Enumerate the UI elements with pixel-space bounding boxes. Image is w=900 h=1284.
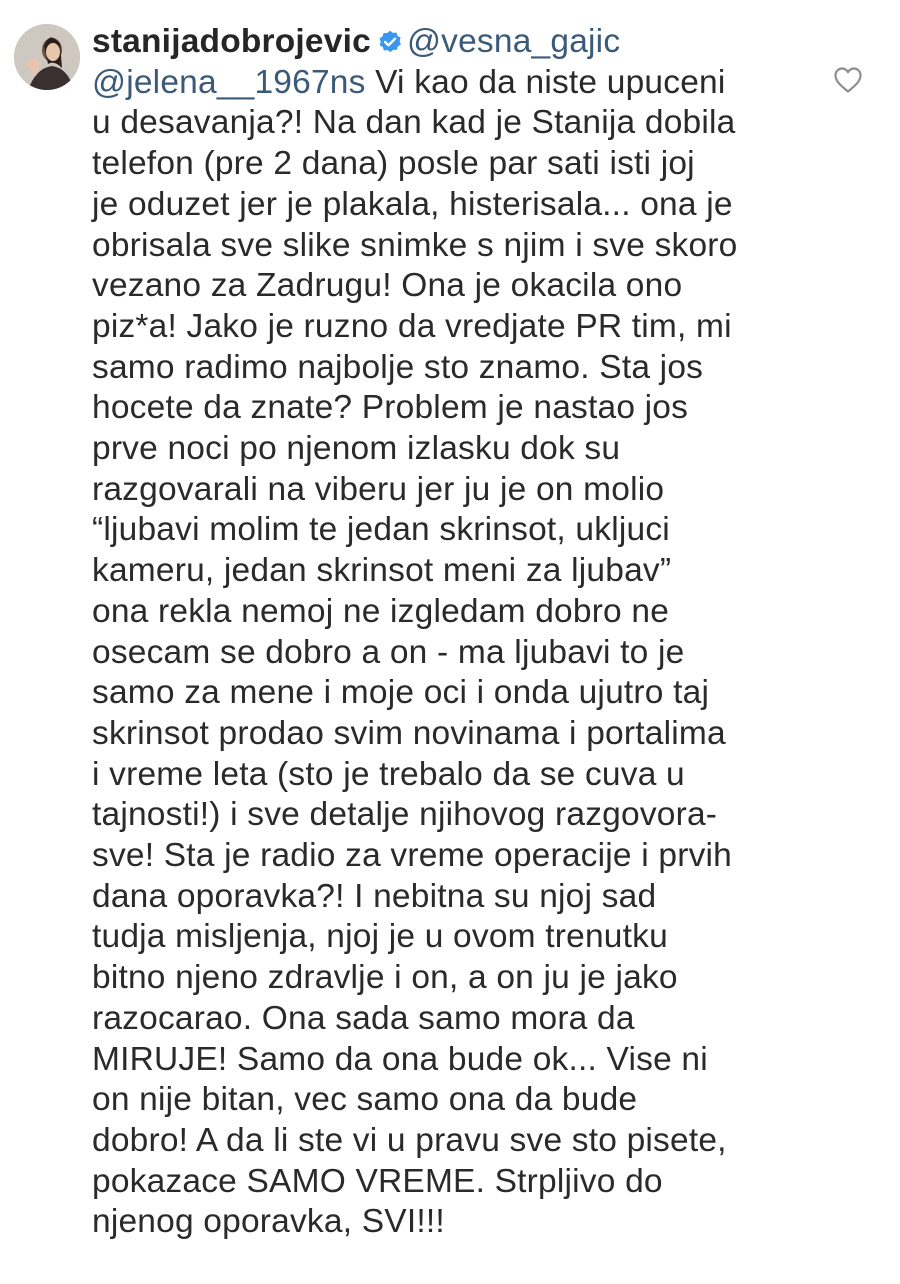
comment-line: osecam se dobro a on - ma ljubavi to je — [92, 633, 685, 671]
verified-badge-icon — [377, 29, 403, 55]
comment-line: razgovarali na viberu jer ju je on molio — [92, 470, 665, 508]
comment-line: skrinsot prodao svim novinama i portalima — [92, 714, 726, 752]
comment-line: dobro! A da li ste vi u pravu sve sto pisete, — [92, 1121, 727, 1159]
comment-line: sve! Sta je radio za vreme operacije i prvih — [92, 837, 733, 875]
comment-line: tajnosti!) i sve detalje njihovog razgovora- — [92, 796, 718, 834]
avatar-image — [14, 24, 80, 90]
comment-line: vezano za Zadrugu! Ona je okacila ono — [92, 267, 683, 305]
comment-line: i vreme leta (sto je trebalo da se cuva u — [92, 755, 685, 793]
comment-line: on nije bitan, vec samo ona da bude — [92, 1081, 638, 1119]
comment-line: samo radimo najbolje sto znamo. Sta jos — [92, 348, 704, 386]
comment-line: prve noci po njenom izlasku dok su — [92, 430, 621, 468]
comment-line: hocete da znate? Problem je nastao jos — [92, 389, 689, 427]
comment-line: tudja misljenja, njoj je u ovom trenutku — [92, 918, 668, 956]
comment-line: obrisala sve slike snimke s njim i sve skoro — [92, 226, 738, 264]
comment-line-text: Vi kao da niste upuceni — [375, 63, 726, 101]
comment-line: kameru, jedan skrinsot meni za ljubav” — [92, 552, 672, 590]
comment-line: samo za mene i moje oci i onda ujutro taj — [92, 674, 710, 712]
mention-link[interactable]: @jelena__1967ns — [92, 63, 366, 101]
comment-line: pokazace SAMO VREME. Strpljivo do — [92, 1162, 663, 1200]
comment-line: je oduzet jer je plakala, histerisala... ona je — [92, 185, 733, 223]
comment-line — [92, 22, 822, 63]
comment-line: razocarao. Ona sada samo mora da — [92, 999, 635, 1037]
comment-line: piz*a! Jako je ruzno da vredjate PR tim, mi — [92, 307, 732, 345]
comment-line: “ljubavi molim te jedan skrinsot, ukljuci — [92, 511, 670, 549]
mention-link[interactable]: @vesna_gajic — [406, 23, 621, 60]
like-button[interactable] — [833, 66, 863, 94]
avatar[interactable] — [14, 24, 80, 90]
comment-line: bitno njeno zdravlje i on, a on ju je jako — [92, 959, 678, 997]
comment-text — [92, 22, 822, 1243]
comment-line: telefon (pre 2 dana) posle par sati isti joj — [92, 145, 695, 183]
comment-line: njenog oporavka, SVI!!! — [92, 1203, 445, 1241]
comment-line: ona rekla nemoj ne izgledam dobro ne — [92, 592, 670, 630]
comment-username[interactable]: stanijadobrojevic — [92, 23, 371, 60]
comment-line — [92, 63, 822, 104]
heart-outline-icon — [833, 66, 863, 94]
comment-line: u desavanja?! Na dan kad je Stanija dobila — [92, 104, 736, 142]
comment-line: dana oporavka?! I nebitna su njoj sad — [92, 877, 657, 915]
comment-line: MIRUJE! Samo da ona bude ok... Vise ni — [92, 1040, 708, 1078]
